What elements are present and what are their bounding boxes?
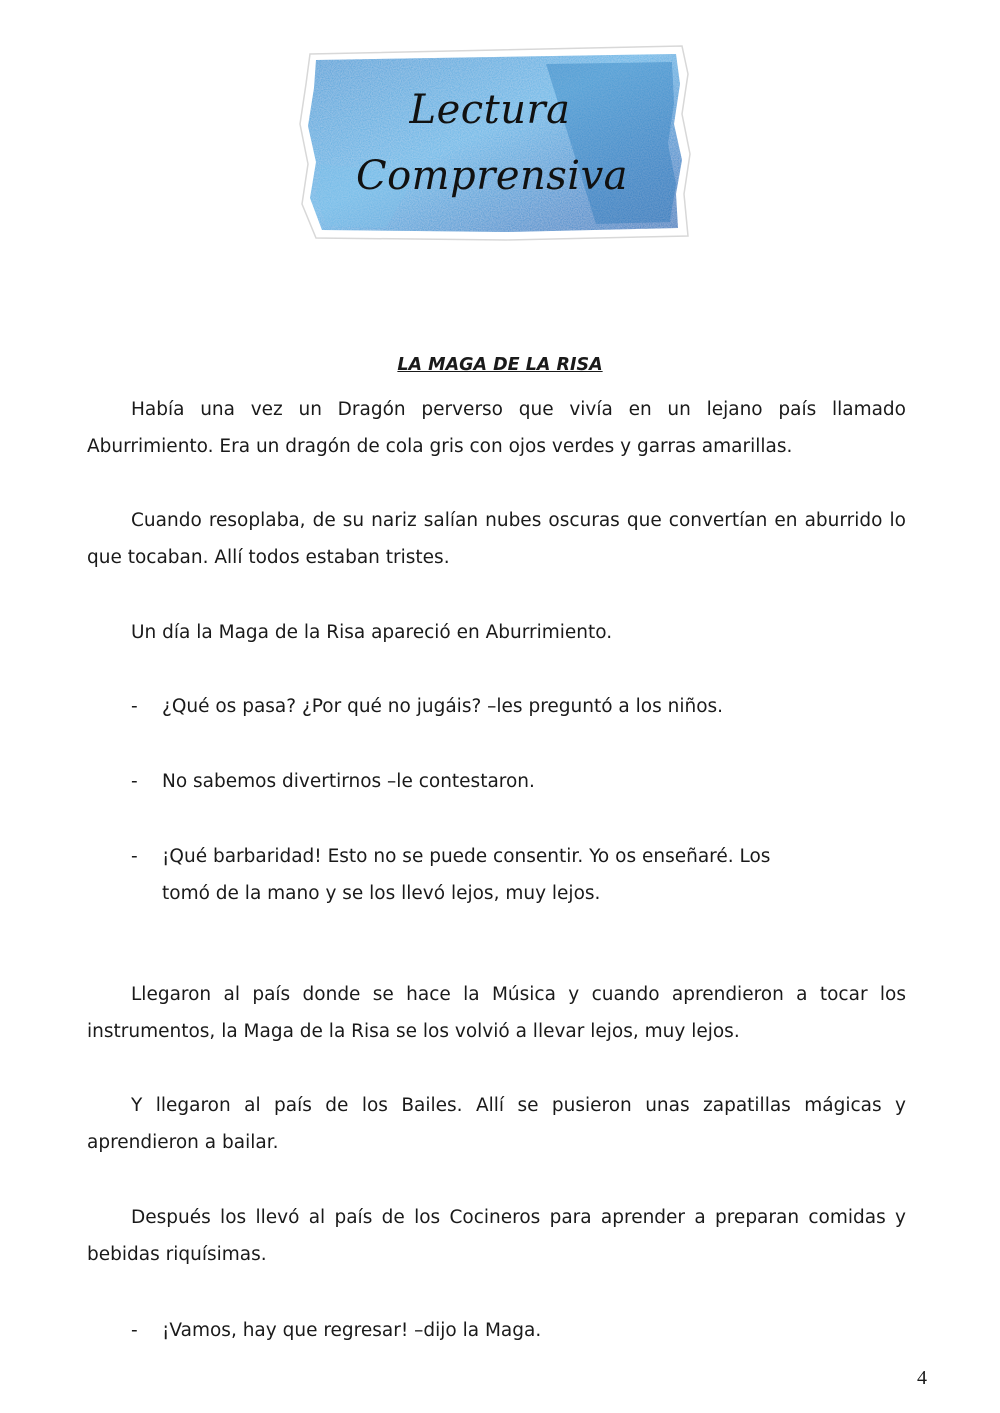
- dialog-dash: -: [131, 771, 138, 792]
- banner-line-comprensiva: Comprensiva: [355, 153, 629, 199]
- dialog-line: [131, 1312, 831, 1349]
- paragraph-dance: Y llegaron al país de los Bailes. Allí se pusieron unas zapatillas mágicas y aprendieron a bailar.: [87, 1095, 906, 1153]
- dialog-line: [131, 838, 811, 912]
- paragraph-music: Llegaron al país donde se hace la Música y cuando aprendieron a tocar los instrumentos, la Maga de la Risa se los volvió a llevar lejos, muy lejos.: [87, 984, 906, 1042]
- story-title: LA MAGA DE LA RISA: [397, 355, 603, 375]
- banner-title: [296, 44, 692, 242]
- dialog-dash: -: [131, 1320, 138, 1341]
- dialog-dash: -: [131, 846, 138, 867]
- page-number: 4: [917, 1367, 927, 1389]
- dialog-dash: -: [131, 696, 138, 717]
- dialog-line: [131, 763, 831, 800]
- dialog-text: No sabemos divertirnos –le contestaron.: [162, 771, 535, 792]
- paragraph-intro: Había una vez un Dragón perverso que vivía en un lejano país llamado Aburrimiento. Era un dragón de cola gris con ojos verdes y garras amarillas.: [87, 399, 906, 457]
- dialog-text: ¡Qué barbaridad! Esto no se puede consentir. Yo os enseñaré. Los tomó de la mano y se los llevó lejos, muy lejos.: [162, 846, 771, 904]
- dialog-line: [131, 688, 831, 725]
- title-banner: [296, 44, 692, 242]
- dialog-text: ¿Qué os pasa? ¿Por qué no jugáis? –les preguntó a los niños.: [162, 696, 724, 717]
- paragraph-dragon: Cuando resoplaba, de su nariz salían nubes oscuras que convertían en aburrido lo que tocaban. Allí todos estaban tristes.: [87, 510, 906, 568]
- paragraph-cooks: Después los llevó al país de los Cocineros para aprender a preparan comidas y bebidas riquísimas.: [87, 1207, 906, 1265]
- banner-line-lectura: Lectura: [409, 87, 571, 133]
- dialog-text: ¡Vamos, hay que regresar! –dijo la Maga.: [162, 1320, 542, 1341]
- paragraph-maga-arrives: Un día la Maga de la Risa apareció en Aburrimiento.: [131, 622, 613, 643]
